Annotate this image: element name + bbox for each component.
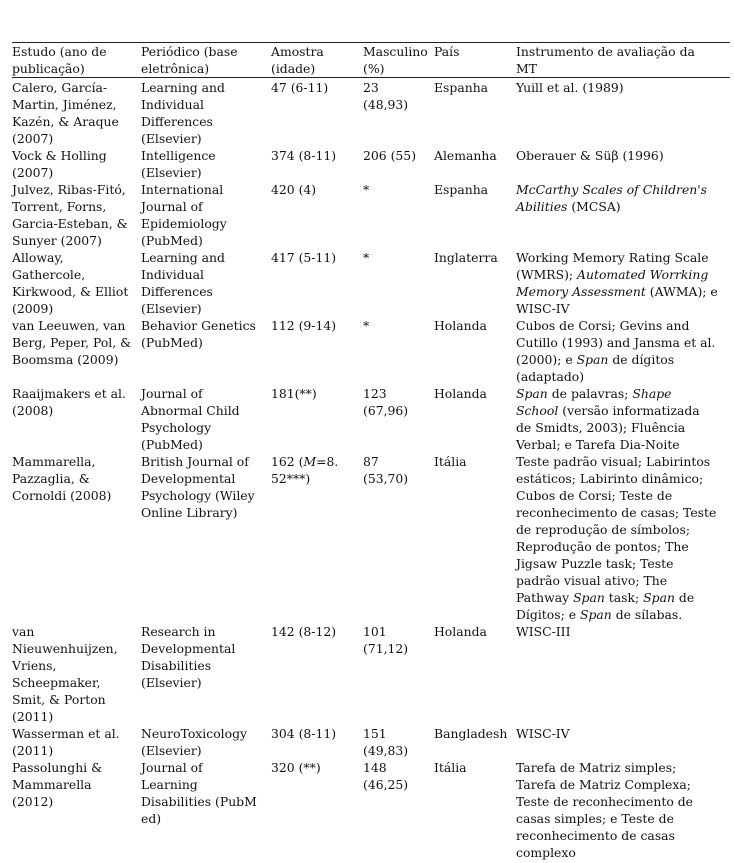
- cell-masculino: *: [363, 182, 370, 197]
- cell-estudo: Raaijmakers et al. (2008): [12, 386, 126, 418]
- cell-periodico: Intelligence (Elsevier): [141, 148, 216, 180]
- cell-masculino: 148 (46,25): [363, 760, 409, 792]
- cell-pais: Bangladesh: [434, 726, 508, 741]
- cell-masculino: 23 (48,93): [363, 80, 409, 112]
- cell-masculino: 101 (71,12): [363, 624, 409, 656]
- cell-pais: Itália: [434, 760, 467, 775]
- cell-masculino: 151 (49,83): [363, 726, 409, 758]
- cell-instrumento: Cubos de Corsi; Gevins and Cutillo (1993) and Jansma et al. (2000); e Span de dígitos (adaptado): [516, 318, 716, 384]
- cell-periodico: Research in Developmental Disabilities (Elsevier): [141, 624, 236, 690]
- cell-amostra: 374 (8-11): [271, 148, 337, 163]
- header-masculino: Masculino (%): [363, 44, 428, 76]
- cell-periodico: Journal of Learning Disabilities (PubM ed): [141, 760, 257, 826]
- header-periodico: Periódico (base eletrônica): [141, 44, 238, 76]
- cell-periodico: Learning and Individual Differences (Elsevier): [141, 80, 225, 146]
- cell-estudo: Calero, García- Martin, Jiménez, Kazén, & Araque (2007): [12, 80, 119, 146]
- cell-masculino: *: [363, 250, 370, 265]
- cell-amostra: 304 (8-11): [271, 726, 337, 741]
- cell-masculino: 206 (55): [363, 148, 417, 163]
- cell-periodico: NeuroToxicology (Elsevier): [141, 726, 248, 758]
- cell-amostra: 417 (5-11): [271, 250, 337, 265]
- cell-pais: Holanda: [434, 624, 487, 639]
- cell-pais: Espanha: [434, 182, 489, 197]
- cell-amostra: 162 (M=8. 52***): [271, 454, 339, 486]
- cell-pais: Alemanha: [434, 148, 497, 163]
- cell-masculino: 123 (67,96): [363, 386, 409, 418]
- cell-estudo: Alloway, Gathercole, Kirkwood, & Elliot (2009): [12, 250, 129, 316]
- cell-masculino: 87 (53,70): [363, 454, 409, 486]
- cell-pais: Itália: [434, 454, 467, 469]
- cell-instrumento: Working Memory Rating Scale (WMRS); Automated Worrking Memory Assessment (AWMA); e WISC-IV: [516, 250, 718, 316]
- cell-estudo: van Leeuwen, van Berg, Peper, Pol, & Boomsma (2009): [12, 318, 132, 367]
- cell-estudo: van Nieuwenhuijzen, Vriens, Scheepmaker, Smit, & Porton (2011): [12, 624, 118, 724]
- cell-estudo: Mammarella, Pazzaglia, & Cornoldi (2008): [12, 454, 112, 503]
- cell-amostra: 142 (8-12): [271, 624, 337, 639]
- cell-amostra: 47 (6-11): [271, 80, 329, 95]
- cell-periodico: Journal of Abnormal Child Psychology (PubMed): [141, 386, 240, 452]
- cell-periodico: International Journal of Epidemiology (PubMed): [141, 182, 227, 248]
- header-rule: [12, 77, 730, 78]
- cell-instrumento: WISC-IV: [516, 726, 570, 741]
- cell-estudo: Wasserman et al. (2011): [12, 726, 120, 758]
- cell-instrumento: Yuill et al. (1989): [516, 80, 624, 95]
- cell-amostra: 420 (4): [271, 182, 317, 197]
- cell-instrumento: McCarthy Scales of Children's Abilities (MCSA): [516, 182, 708, 214]
- cell-periodico: Behavior Genetics (PubMed): [141, 318, 256, 350]
- cell-instrumento: WISC-III: [516, 624, 571, 639]
- cell-amostra: 181(**): [271, 386, 317, 401]
- header-estudo: Estudo (ano de publicação): [12, 44, 107, 76]
- cell-instrumento: Tarefa de Matriz simples; Tarefa de Matriz Complexa; Teste de reconhecimento de casas simples; e Teste de reconhecimento de casas complexo: [516, 760, 694, 860]
- header-amostra: Amostra (idade): [271, 44, 324, 76]
- cell-pais: Espanha: [434, 80, 489, 95]
- cell-amostra: 320 (**): [271, 760, 321, 775]
- cell-periodico: British Journal of Developmental Psychology (Wiley Online Library): [141, 454, 255, 520]
- cell-estudo: Julvez, Ribas-Fitó, Torrent, Forns, Garcia-Esteban, & Sunyer (2007): [12, 182, 128, 248]
- cell-estudo: Passolunghi & Mammarella (2012): [12, 760, 103, 809]
- cell-amostra: 112 (9-14): [271, 318, 337, 333]
- cell-pais: Inglaterra: [434, 250, 498, 265]
- cell-instrumento: Span de palavras; Shape School (versão informatizada de Smidts, 2003); Fluência Verbal; e Tarefa Dia-Noite: [516, 386, 700, 452]
- header-instrumento: Instrumento de avaliação da MT: [516, 44, 695, 76]
- header-pais: País: [434, 44, 460, 59]
- cell-estudo: Vock & Holling (2007): [12, 148, 107, 180]
- cell-masculino: *: [363, 318, 370, 333]
- cell-instrumento: Teste padrão visual; Labirintos estáticos; Labirinto dinâmico; Cubos de Corsi; Teste de reconhecimento de casas; Teste de reprodução de símbolos; Reprodução de pontos; The Jigsaw Puzzle task; Teste padrão visual ativo; The Pathway Span task; Span de Dígitos; e Span de sílabas.: [516, 454, 717, 622]
- cell-pais: Holanda: [434, 318, 487, 333]
- cell-periodico: Learning and Individual Differences (Elsevier): [141, 250, 225, 316]
- cell-pais: Holanda: [434, 386, 487, 401]
- cell-instrumento: Oberauer & Süβ (1996): [516, 148, 664, 163]
